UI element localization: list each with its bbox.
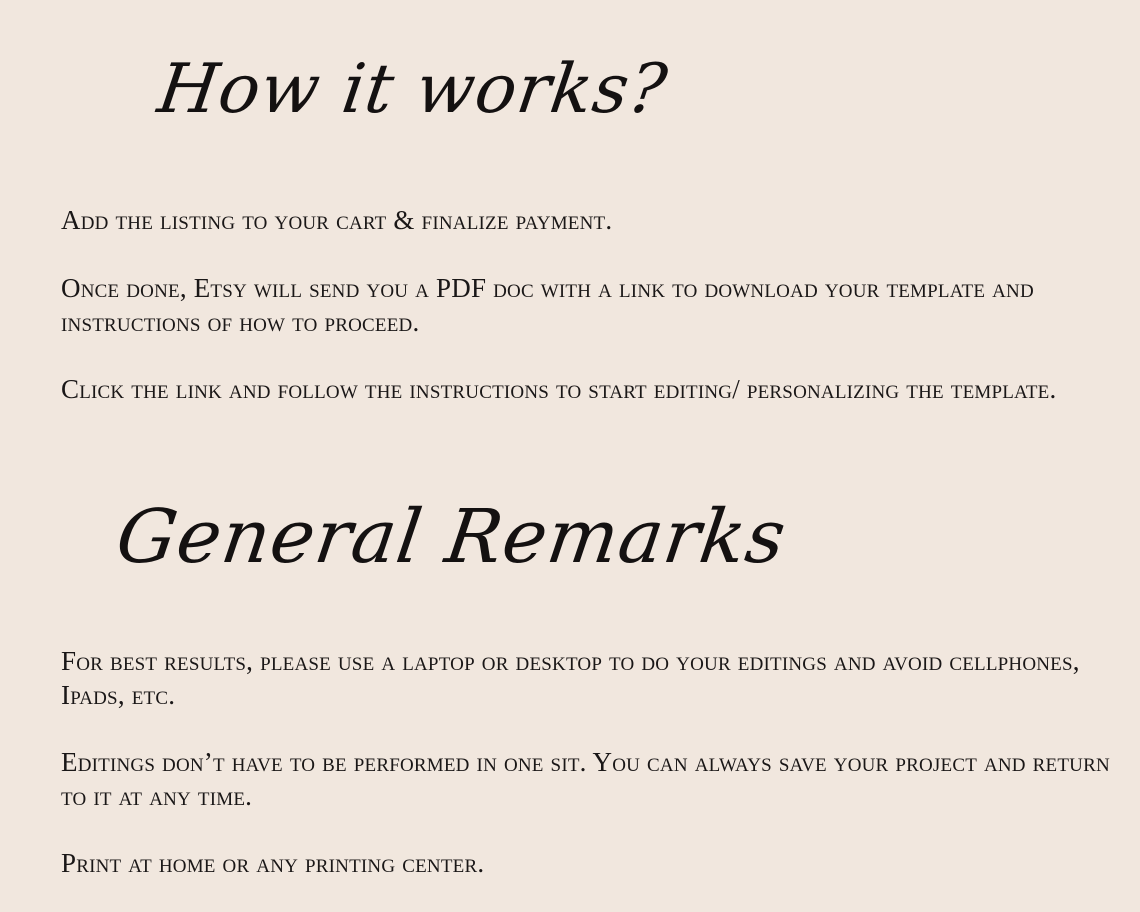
how-it-works-step-2: Once done, Etsy will send you a PDF doc with a link to download your template and instructions of how to proceed. xyxy=(61,273,1034,337)
how-it-works-step-3: Click the link and follow the instructions to start editing/ personalizing the template. xyxy=(61,374,1057,404)
general-remarks-heading: General Remarks xyxy=(111,494,792,580)
general-remark-1: For best results, please use a laptop or desktop to do your editings and avoid cellphones, Ipads, etc. xyxy=(61,646,1080,710)
how-it-works-heading: How it works? xyxy=(153,50,673,129)
general-remark-3: Print at home or any printing center. xyxy=(61,848,485,878)
general-remark-2: Editings don’t have to be performed in one sit. You can always save your project and return to it at any time. xyxy=(61,747,1110,811)
how-it-works-step-1: Add the listing to your cart & finalize payment. xyxy=(61,205,613,235)
